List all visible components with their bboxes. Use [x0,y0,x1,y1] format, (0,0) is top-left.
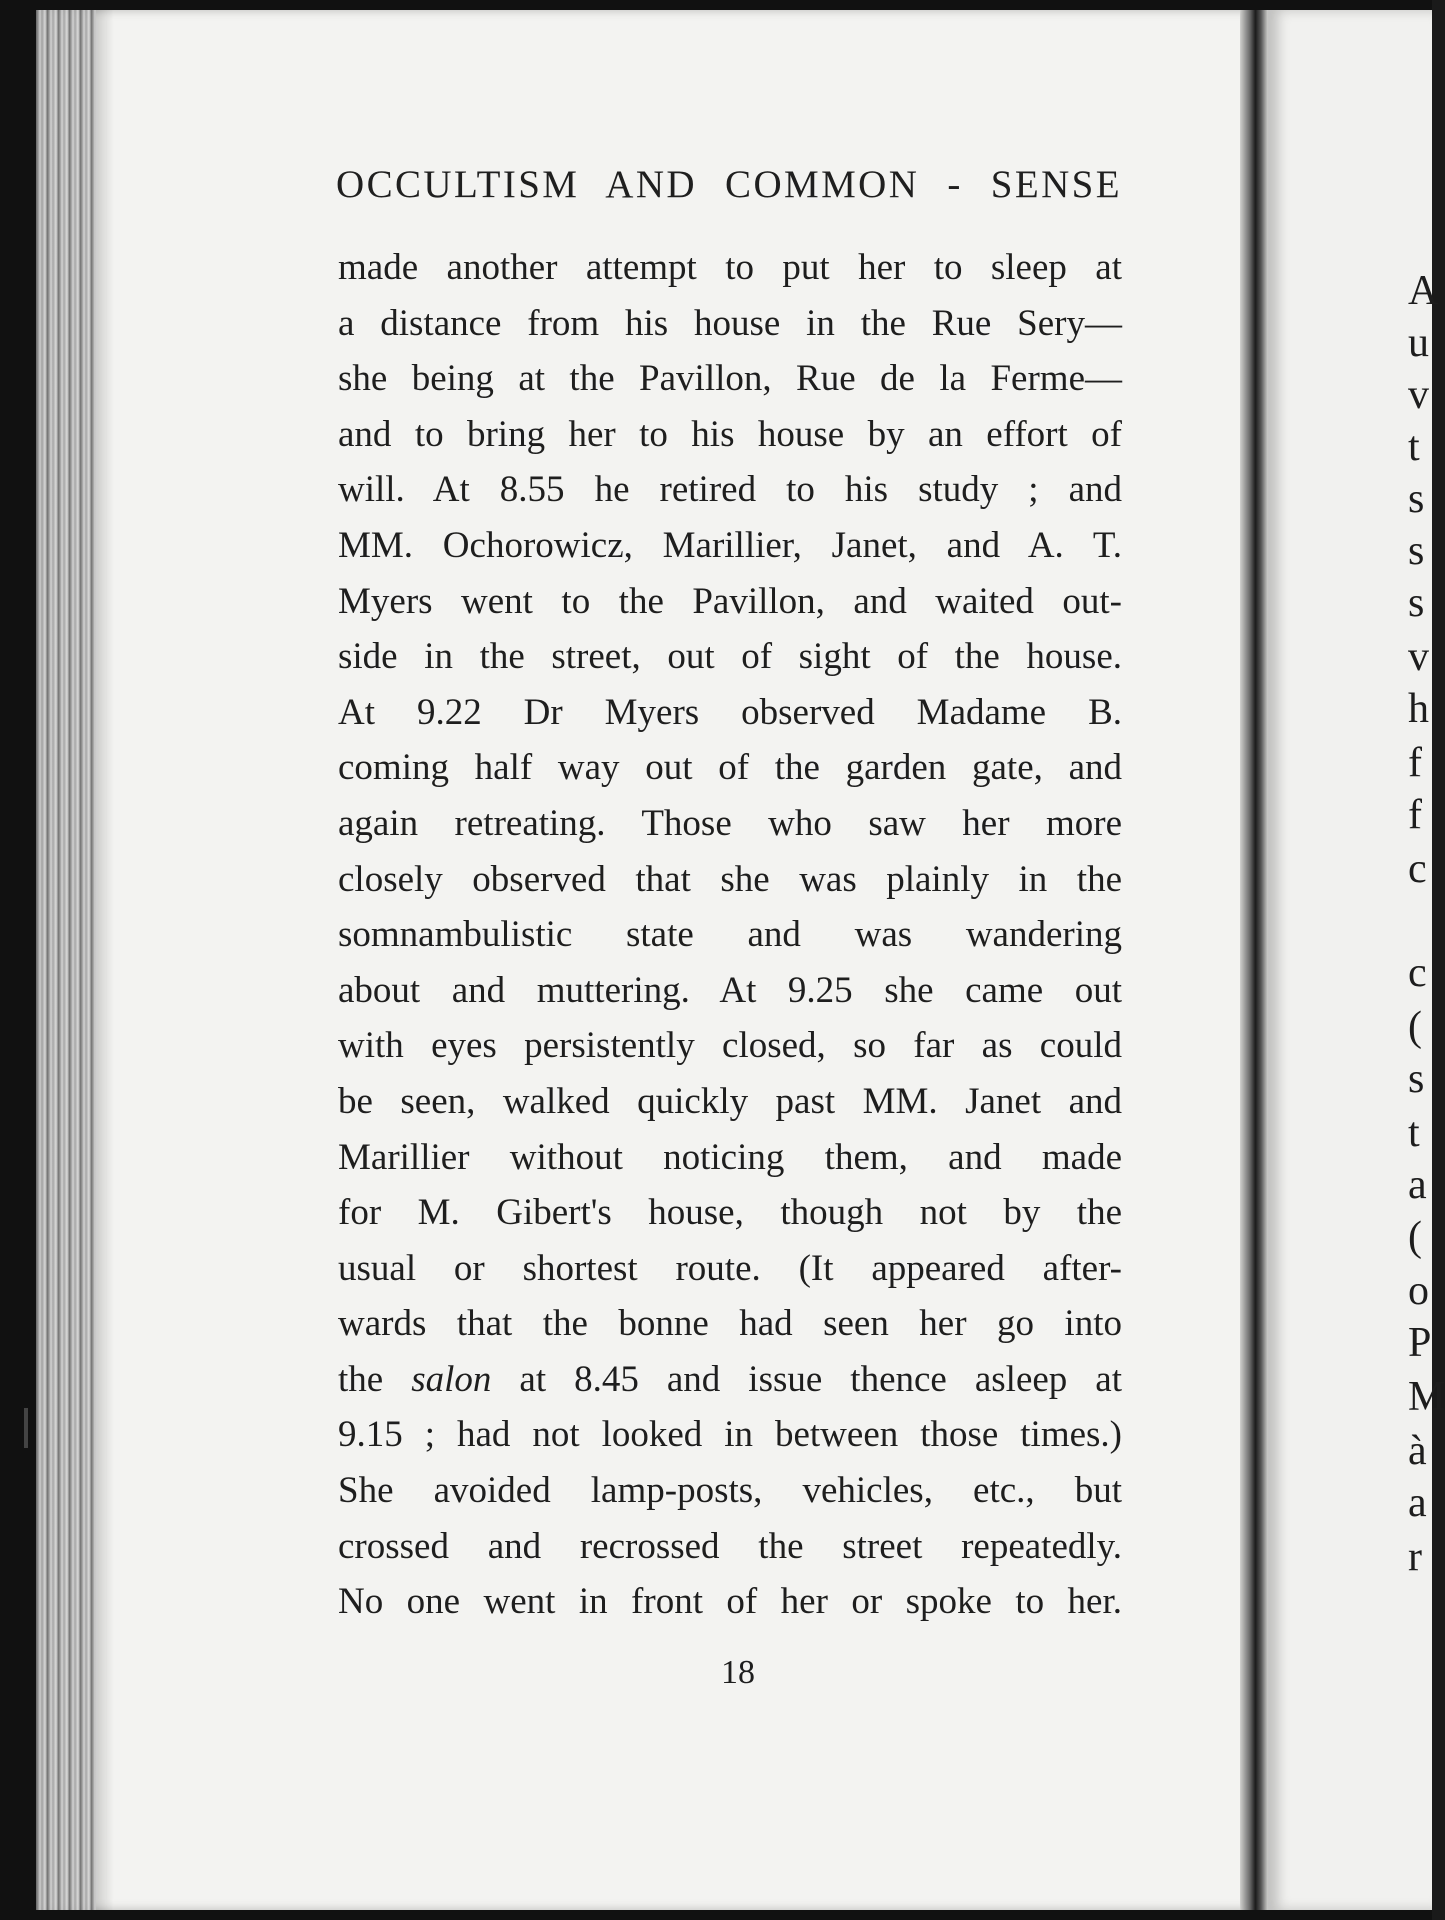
facing-page-fragment: s [1408,528,1425,574]
text-line: She avoided lamp-posts, vehicles, etc., but [338,1470,1122,1512]
margin-mark [24,1408,28,1448]
facing-page-fragment: A [1408,268,1439,314]
facing-page-fragment: h [1408,686,1429,732]
text-line: the salon at 8.45 and issue thence asleep at [338,1358,1123,1400]
text-line: side in the street, out of sight of the house. [338,636,1122,678]
running-head: OCCULTISM AND COMMON - SENSE [336,163,1122,206]
page-stack-edges [36,10,96,1910]
book-gutter [1240,10,1268,1910]
facing-page-fragment: u [1408,320,1429,366]
text-line: for M. Gibert's house, though not by the [338,1192,1122,1234]
facing-page-fragment: v [1408,372,1429,418]
facing-page-fragment: c [1408,950,1427,996]
text-line: be seen, walked quickly past MM. Janet and [338,1080,1122,1122]
text-line: No one went in front of her or spoke to her. [338,1581,1122,1623]
text-line: MM. Ochorowicz, Marillier, Janet, and A. T. [338,524,1122,566]
facing-page-fragment: a [1408,1480,1427,1526]
body-text [338,240,1122,1630]
text-line: coming half way out of the garden gate, and [338,747,1122,789]
facing-page-fragment: t [1408,1110,1420,1156]
text-line: will. At 8.55 he retired to his study ; and [338,469,1122,511]
facing-page-fragment: ( [1408,1214,1422,1260]
facing-page-fragment: f [1408,740,1422,786]
text-line: about and muttering. At 9.25 she came out [338,969,1122,1011]
facing-page-text [1408,0,1445,1920]
facing-page-fragment: o [1408,1268,1429,1314]
facing-page-fragment: r [1408,1534,1422,1580]
text-line: she being at the Pavillon, Rue de la Ferme— [338,358,1122,400]
facing-page-fragment: s [1408,580,1425,626]
text-line: with eyes persistently closed, so far as could [338,1025,1122,1067]
facing-page-fragment: t [1408,424,1420,470]
facing-page-fragment: P [1408,1320,1432,1366]
facing-page-fragment: à [1408,1428,1427,1474]
text-line: wards that the bonne had seen her go into [338,1303,1122,1345]
facing-page-fragment: ( [1408,1004,1422,1050]
facing-page-fragment: s [1408,476,1425,522]
text-line: 9.15 ; had not looked in between those times.) [338,1414,1122,1456]
text-line: closely observed that she was plainly in the [338,858,1122,900]
facing-page-fragment: c [1408,846,1427,892]
page-number: 18 [721,1654,755,1691]
text-line: somnambulistic state and was wandering [338,914,1122,956]
text-line: crossed and recrossed the street repeatedly. [338,1525,1122,1567]
facing-page-fragment: f [1408,792,1422,838]
text-line: usual or shortest route. (It appeared after- [338,1247,1122,1289]
facing-page-fragment: s [1408,1056,1425,1102]
text-line: Marillier without noticing them, and made [338,1136,1122,1178]
facing-page-fragment: v [1408,634,1429,680]
text-line: At 9.22 Dr Myers observed Madame B. [338,691,1122,733]
text-line: again retreating. Those who saw her more [338,802,1122,844]
facing-page-fragment: a [1408,1162,1427,1208]
text-line: a distance from his house in the Rue Sery— [338,302,1122,344]
text-line: and to bring her to his house by an effort of [338,413,1122,455]
text-line: made another attempt to put her to sleep at [338,247,1122,288]
text-line: Myers went to the Pavillon, and waited out- [338,580,1122,622]
facing-page-fragment: M [1408,1374,1445,1420]
